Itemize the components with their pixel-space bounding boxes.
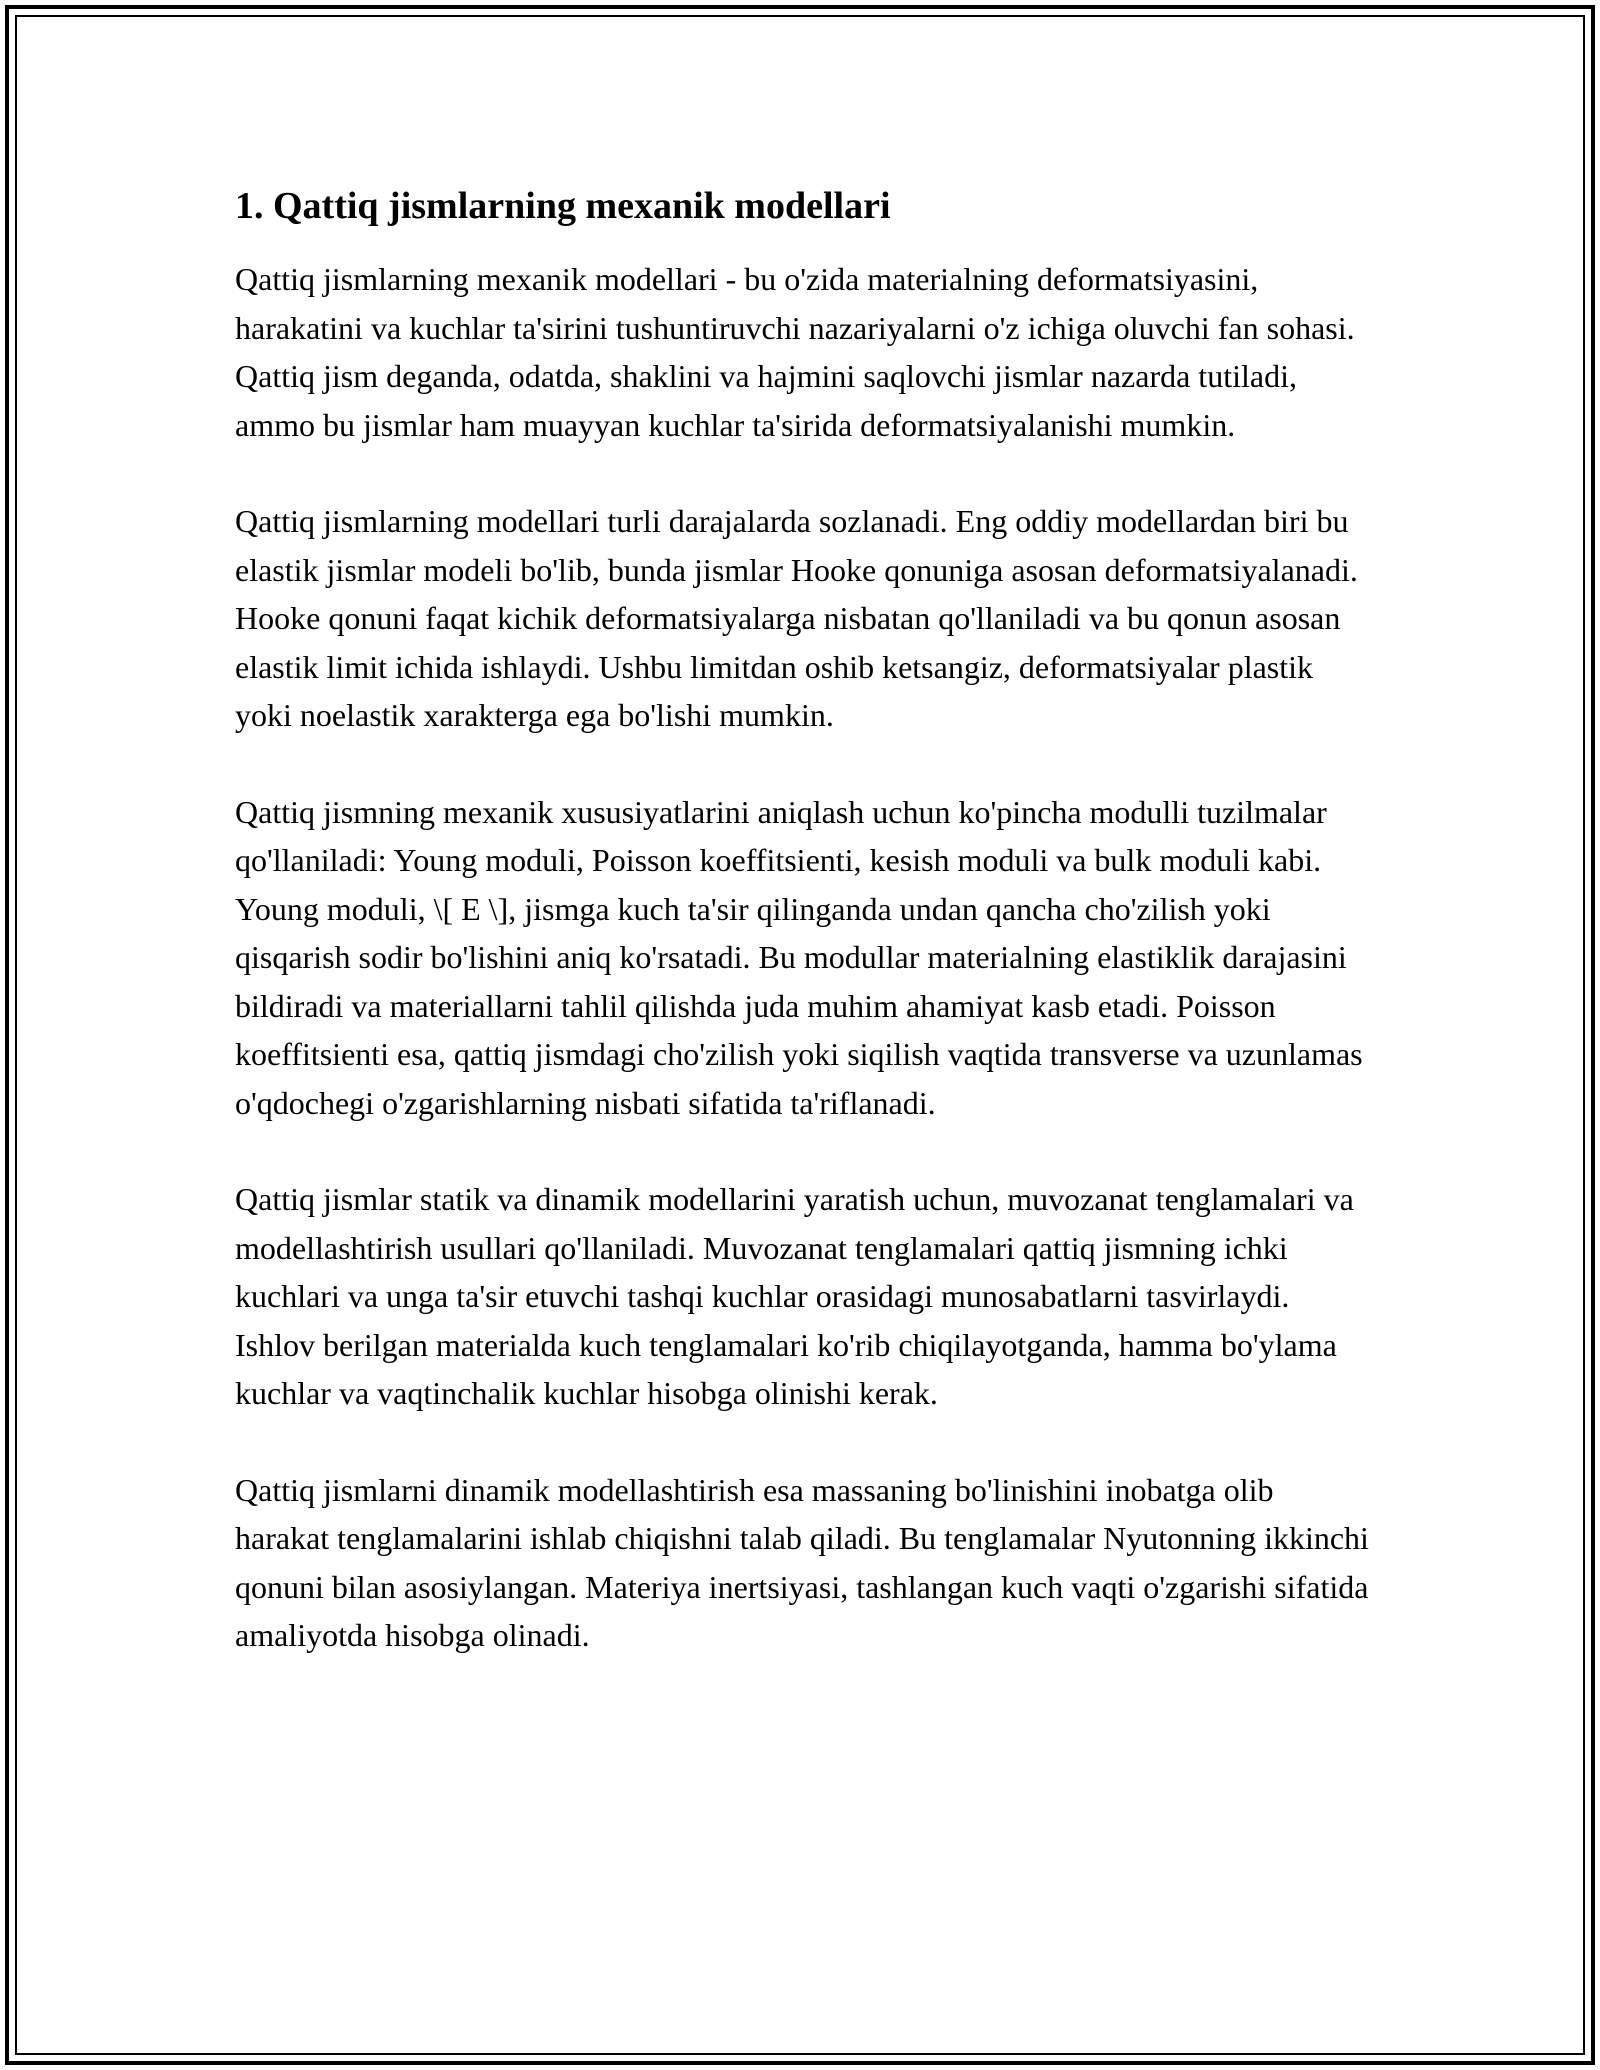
paragraph-5: Qattiq jismlarni dinamik modellashtirish esa massaning bo'linishini inobatga olib harakat tenglamalarini ishlab chiqishni talab qiladi. Bu tenglamalar Nyutonning ikkinchi qonuni bilan asosiylangan. Materiya inertsiyasi, tashlangan kuch vaqti o'zgarishi sifatida amaliyotda hisobga olinadi. — [235, 1471, 1369, 1653]
paragraph-1: Qattiq jismlarning mexanik modellari - bu o'zida materialning deformatsiyasini, harakatini va kuchlar ta'sirini tushuntiruvchi nazariyalarni o'z ichiga oluvchi fan sohasi. Qattiq jism deganda, odatda, shaklini va hajmini saqlovchi jismlar nazarda tutiladi, ammo bu jismlar ham muayyan kuchlar ta'sirida deformatsiyalanishi mumkin. — [235, 261, 1355, 443]
section-heading: 1. Qattiq jismlarning mexanik modellari — [235, 185, 891, 227]
paragraph-4: Qattiq jismlar statik va dinamik modellarini yaratish uchun, muvozanat tenglamalari va modellashtirish usullari qo'llaniladi. Muvozanat tenglamalari qattiq jismning ichki kuchlari va unga ta'sir etuvchi tashqi kuchlar orasidagi munosabatlarni tasvirlaydi. Ishlov berilgan materialda kuch tenglamalari ko'rib chiqilayotganda, hamma bo'ylama kuchlar va vaqtinchalik kuchlar hisobga olinishi kerak. — [235, 1181, 1354, 1411]
paragraph-3: Qattiq jismning mexanik xususiyatlarini aniqlash uchun ko'pincha modulli tuzilmalar qo'llaniladi: Young moduli, Poisson koeffitsienti, kesish moduli va bulk moduli kabi. Young moduli, \[ E \], jismga kuch ta'sir qilinganda undan qancha cho'zilish yoki qisqarish sodir bo'lishini aniq ko'rsatadi. Bu modullar materialning elastiklik darajasini bildiradi va materiallarni tahlil qilishda juda muhim ahamiyat kasb etadi. Poisson koeffitsienti esa, qattiq jismdagi cho'zilish yoki siqilish vaqtida transverse va uzunlamas o'qdochegi o'zgarishlarning nisbati sifatida ta'riflanadi. — [235, 793, 1363, 1121]
paragraph-2: Qattiq jismlarning modellari turli darajalarda sozlanadi. Eng oddiy modellardan biri bu elastik jismlar modeli bo'lib, bunda jismlar Hooke qonuniga asosan deformatsiyalanadi. Hooke qonuni faqat kichik deformatsiyalarga nisbatan qo'llaniladi va bu qonun asosan elastik limit ichida ishlaydi. Ushbu limitdan oshib ketsangiz, deformatsiyalar plastik yoki noelastik xarakterga ega bo'lishi mumkin. — [235, 503, 1358, 733]
document-body — [235, 183, 1375, 1708]
